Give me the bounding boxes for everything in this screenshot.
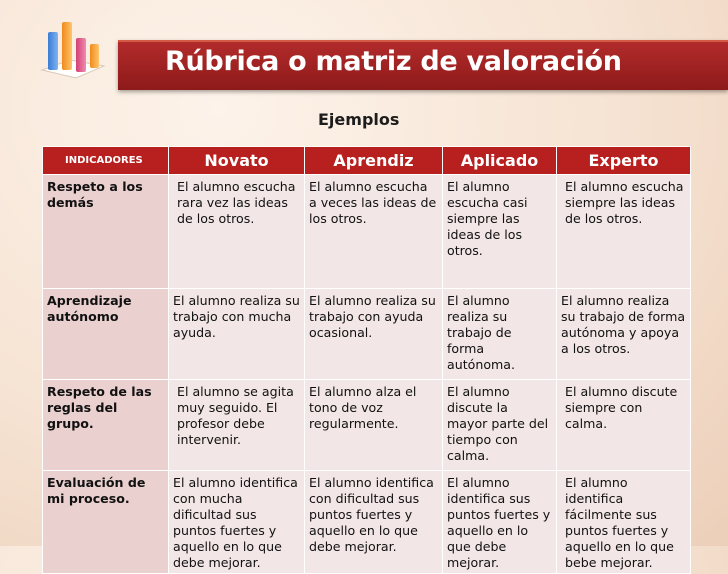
table-cell: El alumno identifica con dificultad sus puntos fuertes y aquello en lo que debe mejorar. xyxy=(305,471,443,574)
table-cell: El alumno realiza su trabajo de forma autónoma. xyxy=(443,289,557,380)
indicator-cell: Evaluación de mi proceso. xyxy=(43,471,169,574)
table-cell: El alumno realiza su trabajo con ayuda ocasional. xyxy=(305,289,443,380)
table-cell: El alumno se agita muy seguido. El profesor debe intervenir. xyxy=(169,380,305,471)
table-cell: El alumno discute la mayor parte del tiempo con calma. xyxy=(443,380,557,471)
table-cell: El alumno escucha rara vez las ideas de los otros. xyxy=(169,175,305,289)
table-cell: El alumno realiza su trabajo de forma autónoma y apoya a los otros. xyxy=(557,289,691,380)
rubric-table xyxy=(42,146,691,574)
column-header-novato: Novato xyxy=(169,147,305,175)
table-row xyxy=(43,289,691,380)
section-subtitle: Ejemplos xyxy=(318,110,400,129)
table-cell: El alumno discute siempre con calma. xyxy=(557,380,691,471)
table-cell: El alumno realiza su trabajo con mucha ayuda. xyxy=(169,289,305,380)
table-cell: El alumno escucha casi siempre las ideas de los otros. xyxy=(443,175,557,289)
indicator-cell: Respeto de las reglas del grupo. xyxy=(43,380,169,471)
table-cell: El alumno identifica fácilmente sus puntos fuertes y aquello en lo que bebe mejorar. xyxy=(557,471,691,574)
column-header-indicadores: INDICADORES xyxy=(43,147,169,175)
indicator-cell: Respeto a los demás xyxy=(43,175,169,289)
table-cell: El alumno identifica sus puntos fuertes y aquello en lo que debe mejorar. xyxy=(443,471,557,574)
table-cell: El alumno identifica con mucha dificultad sus puntos fuertes y aquello en lo que debe mejorar. xyxy=(169,471,305,574)
column-header-aprendiz: Aprendiz xyxy=(305,147,443,175)
table-cell: El alumno escucha a veces las ideas de los otros. xyxy=(305,175,443,289)
bar-chart-logo-icon xyxy=(38,18,106,82)
indicator-cell: Aprendizaje autónomo xyxy=(43,289,169,380)
table-row xyxy=(43,471,691,574)
column-header-aplicado: Aplicado xyxy=(443,147,557,175)
table-row xyxy=(43,175,691,289)
column-header-experto: Experto xyxy=(557,147,691,175)
table-cell: El alumno alza el tono de voz regularmente. xyxy=(305,380,443,471)
table-row xyxy=(43,380,691,471)
table-cell: El alumno escucha siempre las ideas de los otros. xyxy=(557,175,691,289)
page-title: Rúbrica o matriz de valoración xyxy=(165,46,622,77)
table-header-row xyxy=(43,147,691,175)
